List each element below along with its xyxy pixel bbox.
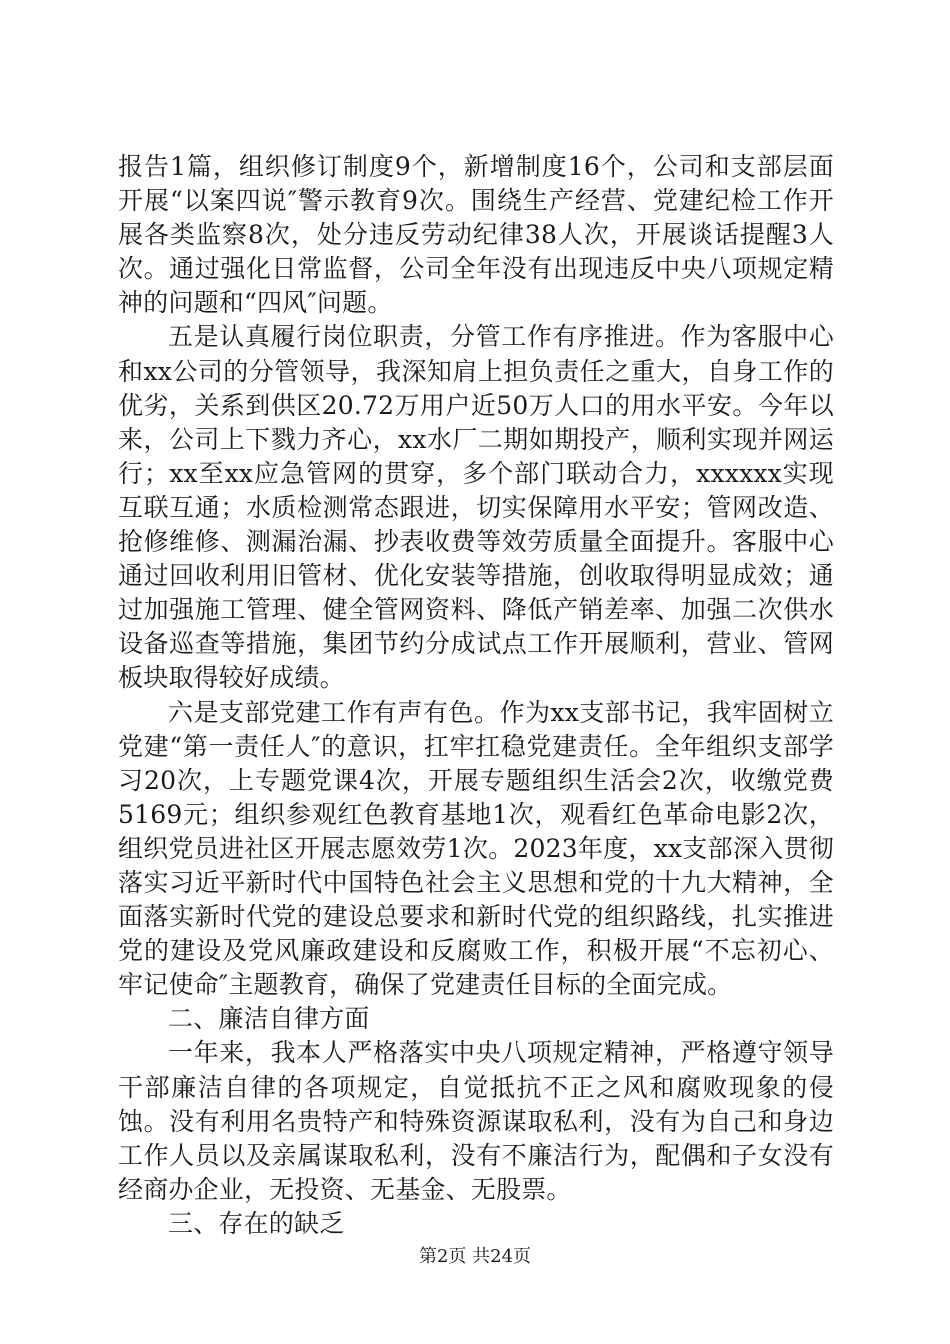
page-footer [0,1242,950,1268]
page-number-label: 第2页 共24页 [418,1246,532,1267]
document-body [118,150,834,1241]
section-heading-shortcomings: 三、存在的缺乏 [168,1208,345,1238]
section-heading-integrity: 二、廉洁自律方面 [168,1004,370,1034]
paragraph-duty-performance: 五是认真履行岗位职责，分管工作有序推进。作为客服中心和xx公司的分管领导，我深知肩上担负责任之重大，自身工作的优劣，关系到供区20.72万用户近50万人口的用水平安。今年以来，公司上下戮力齐心，xx水厂二期如期投产，顺利实现并网运行；xx至xx应急管网的贯穿，多个部门联动合力，xxxxxx实现互联互通；水质检测常态跟进，切实保障用水平安；管网改造、抢修维修、测漏治漏、抄表收费等效劳质量全面提升。客服中心通过回收利用旧管材、优化安装等措施，创收取得明显成效；通过加强施工管理、健全管网资料、降低产销差率、加强二次供水设备巡查等措施，集团节约分成试点工作开展顺利，营业、管网板块取得较好成绩。 [118,322,834,693]
paragraph-party-building: 六是支部党建工作有声有色。作为xx支部书记，我牢固树立党建“第一责任人″的意识，扛牢扛稳党建责任。全年组织支部学习20次，上专题党课4次，开展专题组织生活会2次，收缴党费5169元；组织参观红色教育基地1次，观看红色革命电影2次，组织党员进社区开展志愿效劳1次。2023年度，xx支部深入贯彻落实习近平新时代中国特色社会主义思想和党的十九大精神，全面落实新时代党的建设总要求和新时代党的组织路线，扎实推进党的建设及党风廉政建设和反腐败工作，积极开展“不忘初心、牢记使命″主题教育，确保了党建责任目标的全面完成。 [118,697,834,1000]
paragraph-continuation: 报告1篇，组织修订制度9个，新增制度16个，公司和支部层面开展“以案四说″警示教育9次。围绕生产经营、党建纪检工作开展各类监察8次，处分违反劳动纪律38人次，开展谈话提醒3人次。通过强化日常监督，公司全年没有出现违反中央八项规定精神的问题和“四风″问题。 [118,152,834,318]
paragraph-integrity: 一年来，我本人严格落实中央八项规定精神，严格遵守领导干部廉洁自律的各项规定，自觉抵抗不正之风和腐败现象的侵蚀。没有利用名贵特产和特殊资源谋取私利，没有为自己和身边工作人员以及亲属谋取私利，没有不廉洁行为，配偶和子女没有经商办企业，无投资、无基金、无股票。 [118,1038,834,1204]
